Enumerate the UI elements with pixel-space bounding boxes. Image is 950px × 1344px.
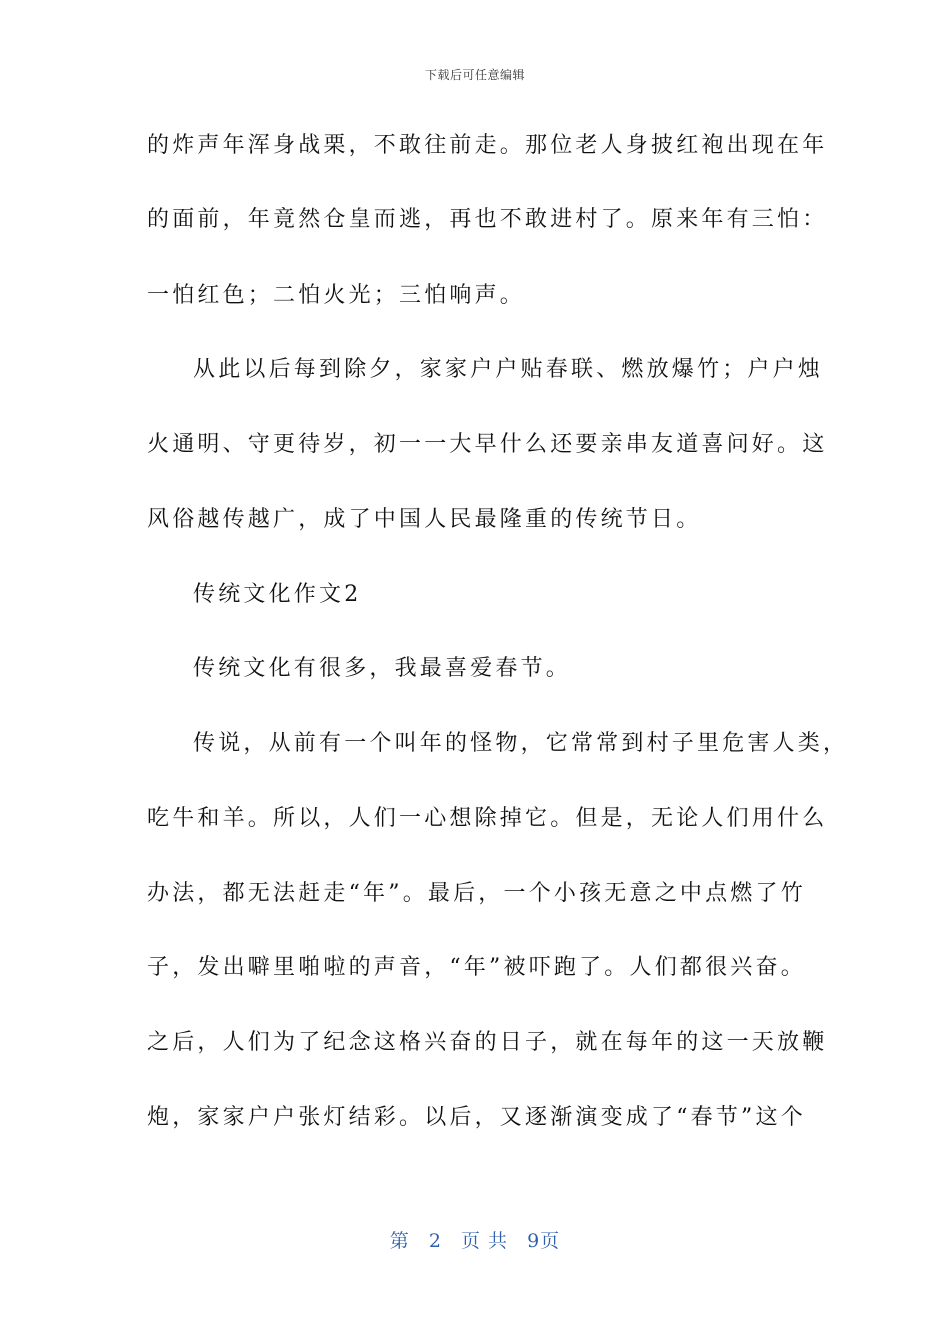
body-line-9: 传说，从前有一个叫年的怪物，它常常到村子里危害人类，	[193, 731, 849, 756]
body-line-2: 的面前，年竟然仓皇而逃，再也不敢进村了。原来年有三怕：	[147, 207, 828, 232]
section-heading: 传统文化作文2	[193, 582, 362, 607]
body-line-13: 之后，人们为了纪念这格兴奋的日子，就在每年的这一天放鞭	[147, 1030, 828, 1055]
footer-prefix: 第	[389, 1230, 410, 1252]
footer-middle: 页 共	[461, 1230, 509, 1252]
body-line-8: 传统文化有很多，我最喜爱春节。	[193, 656, 572, 681]
body-line-12: 子，发出噼里啪啦的声音，“年”被吓跑了。人们都很兴奋。	[147, 955, 806, 980]
footer-current-page: 2	[428, 1230, 442, 1252]
page-footer	[0, 1226, 950, 1253]
body-line-4: 从此以后每到除夕，家家户户贴春联、燃放爆竹；户户烛	[193, 357, 824, 382]
body-line-10: 吃牛和羊。所以，人们一心想除掉它。但是，无论人们用什么	[147, 806, 828, 831]
body-line-11: 办法，都无法赶走“年”。最后，一个小孩无意之中点燃了竹	[147, 881, 806, 906]
body-line-14: 炮，家家户户张灯结彩。以后，又逐渐演变成了“春节”这个	[147, 1105, 806, 1130]
footer-total-pages: 9页	[527, 1230, 561, 1252]
body-line-1: 的炸声年浑身战栗，不敢往前走。那位老人身披红袍出现在年	[147, 133, 828, 158]
page-header: 下载后可任意编辑	[424, 68, 525, 82]
body-line-3: 一怕红色；二怕火光；三怕响声。	[147, 283, 526, 308]
body-line-6: 风俗越传越广，成了中国人民最隆重的传统节日。	[147, 507, 702, 532]
body-line-5: 火通明、守更待岁，初一一大早什么还要亲串友道喜问好。这	[147, 432, 828, 457]
